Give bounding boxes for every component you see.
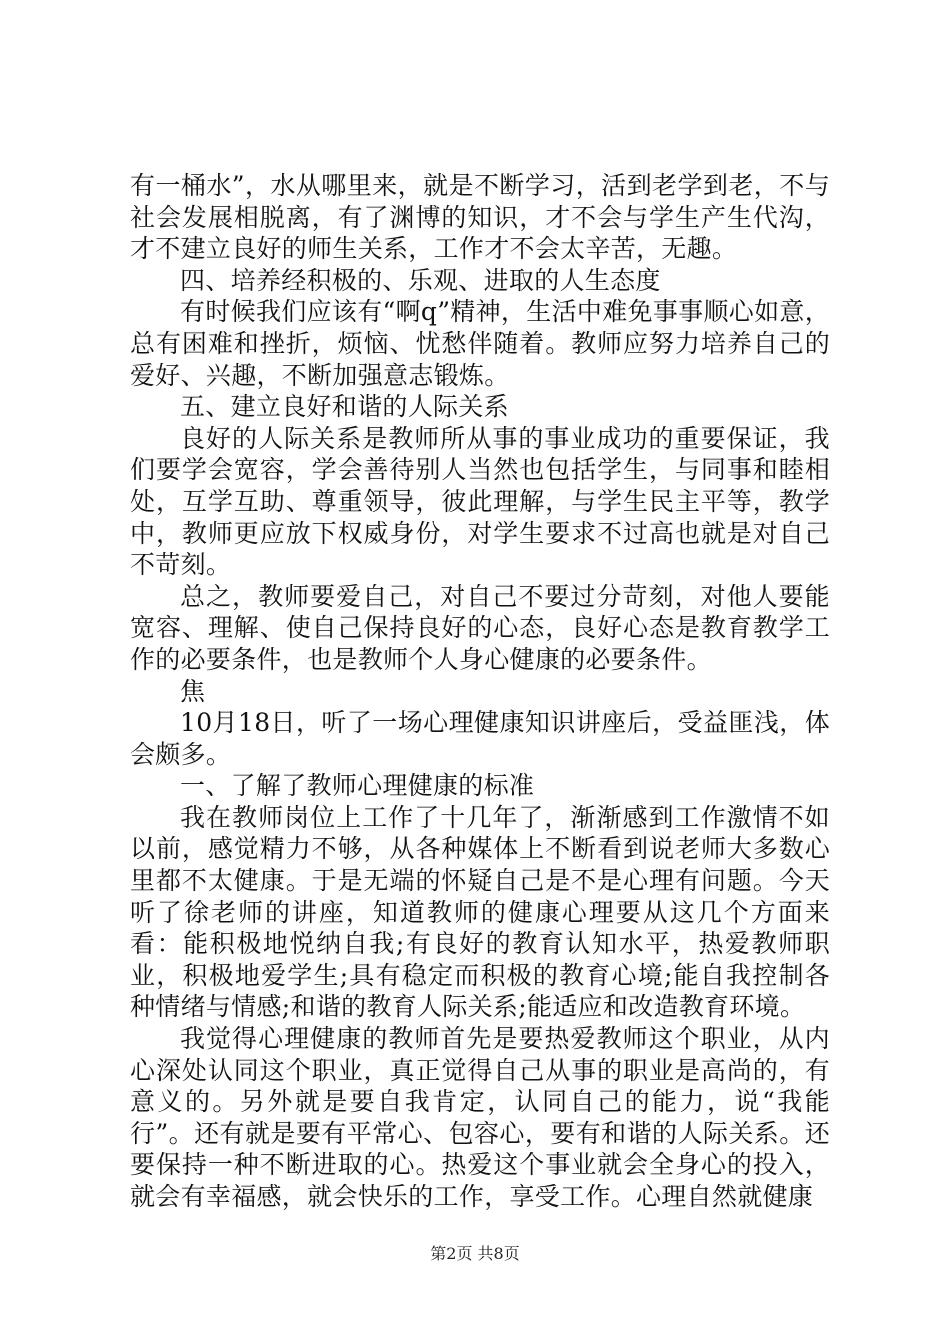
paragraph: 我觉得心理健康的教师首先是要热爱教师这个职业，从内心深处认同这个职业，真正觉得自己从事的职业是高尚的，有意义的。另外就是要自我肯定，认同自己的能力，说“我能行”。还有就是要有平常心、包容心，要有和谐的人际关系。还要保持一种不断进取的心。热爱这个事业就会全身心的投入，就会有幸福感，就会快乐的工作，享受工作。心理自然就健康	[130, 1024, 830, 1211]
paragraph-title-fragment: 焦	[180, 676, 206, 706]
section-heading-1: 一、了解了教师心理健康的标准	[180, 771, 535, 801]
paragraph: 良好的人际关系是教师所从事的事业成功的重要保证，我们要学会宽容，学会善待别人当然也包括学生，与同事和睦相处，互学互助、尊重领导，彼此理解，与学生民主平等，教学中，教师更应放下权威身份，对学生要求不过高也就是对自己不苛刻。	[130, 423, 830, 580]
paragraph: 10月18日，听了一场心理健康知识讲座后，受益匪浅，体会颇多。	[130, 708, 830, 769]
paragraph: 我在教师岗位上工作了十几年了，渐渐感到工作激情不如以前，感觉精力不够，从各种媒体上不断看到说老师大多数心里都不太健康。于是无端的怀疑自己是不是心理有问题。今天听了徐老师的讲座，知道教师的健康心理要从这几个方面来看：能积极地悦纳自我;有良好的教育认知水平，热爱教师职业，积极地爱学生;具有稳定而积极的教育心境;能自我控制各种情绪与情感;和谐的教育人际关系;能适应和改造教育环境。	[130, 802, 830, 1022]
document-body	[130, 170, 830, 1213]
section-heading-4: 四、培养经积极的、乐观、进取的人生态度	[180, 265, 661, 295]
page-number-footer: 第2页 共8页	[430, 1244, 520, 1263]
paragraph-continuation: 有一桶水”，水从哪里来，就是不断学习，活到老学到老，不与社会发展相脱离，有了渊博的知识，才不会与学生产生代沟，才不建立良好的师生关系，工作才不会太辛苦，无趣。	[130, 171, 830, 264]
paragraph: 有时候我们应该有“啊q”精神，生活中难免事事顺心如意，总有困难和挫折，烦恼、忧愁伴随着。教师应努力培养自己的爱好、兴趣，不断加强意志锻炼。	[130, 297, 830, 390]
paragraph-conclusion: 总之，教师要爱自己，对自己不要过分苛刻，对他人要能宽容、理解、使自己保持良好的心态，良好心态是教育教学工作的必要条件，也是教师个人身心健康的必要条件。	[130, 581, 830, 674]
section-heading-5: 五、建立良好和谐的人际关系	[180, 392, 509, 422]
